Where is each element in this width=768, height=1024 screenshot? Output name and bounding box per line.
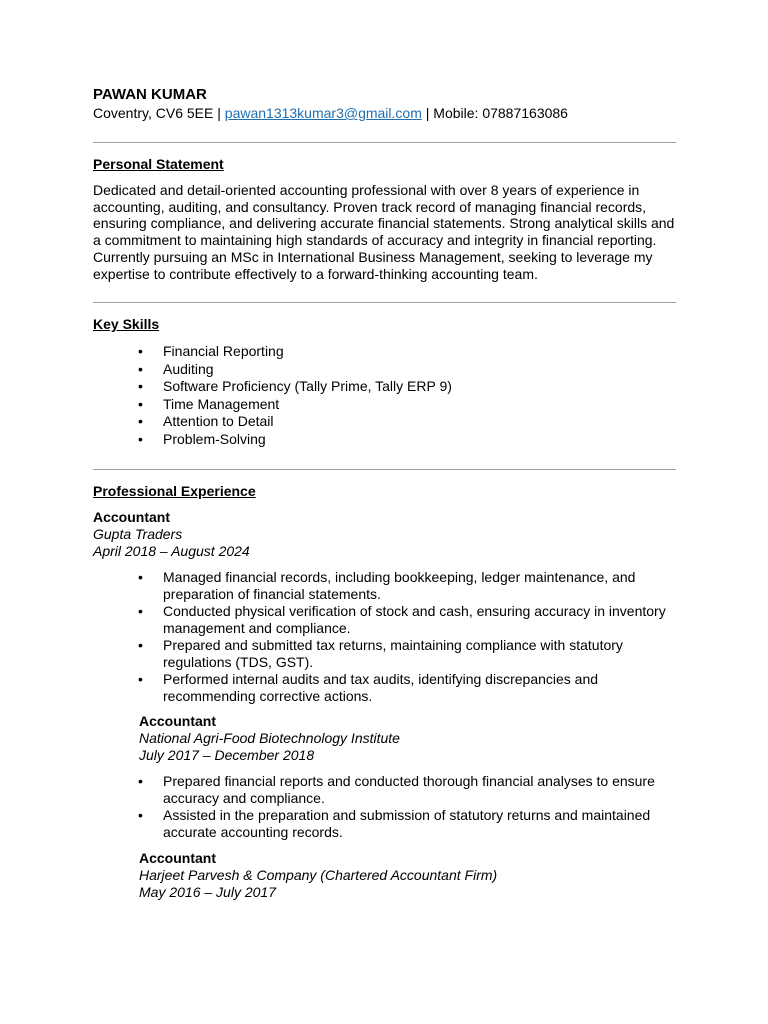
list-item (93, 413, 676, 431)
separator: | (213, 105, 225, 121)
section-divider (93, 302, 676, 303)
list-item (93, 637, 676, 671)
section-divider (93, 469, 676, 470)
skill-text: Auditing (163, 360, 214, 377)
separator: | (421, 105, 434, 121)
job-dates: April 2018 – August 2024 (93, 542, 250, 559)
job-entry (93, 850, 676, 900)
contact-line (93, 105, 676, 122)
section-title-key-skills: Key Skills (93, 316, 160, 333)
bullet-icon: • (138, 378, 143, 395)
job-role: Accountant (139, 713, 216, 730)
job-dates: July 2017 – December 2018 (139, 746, 315, 763)
list-item (93, 773, 676, 807)
job-entry (93, 713, 676, 763)
list-item (93, 378, 676, 396)
skill-text: Financial Reporting (163, 343, 284, 360)
job-role: Accountant (93, 509, 170, 526)
list-item (93, 361, 676, 379)
job-company: National Agri-Food Biotechnology Institute (139, 730, 400, 747)
list-item (93, 671, 676, 705)
email-link[interactable]: pawan1313kumar3@gmail.com (224, 105, 422, 121)
mobile-number: Mobile: 07887163086 (433, 105, 568, 121)
job-entry (93, 509, 676, 704)
duty-text: Conducted physical verification of stock and cash, ensuring accuracy in inventory management and compliance. (163, 603, 666, 636)
job-company: Harjeet Parvesh & Company (Chartered Accountant Firm) (139, 867, 498, 884)
job-duties-list (93, 773, 676, 841)
location: Coventry, CV6 5EE (93, 105, 214, 121)
bullet-icon: • (138, 430, 143, 447)
duty-text: Assisted in the preparation and submission of statutory returns and maintained accurate accounting records. (163, 807, 651, 841)
resume-page (93, 86, 676, 900)
bullet-icon: • (138, 670, 143, 687)
section-title-personal-statement: Personal Statement (93, 156, 224, 172)
section-title-professional-experience: Professional Experience (93, 483, 256, 500)
bullet-icon: • (138, 360, 143, 377)
skill-text: Attention to Detail (163, 413, 274, 430)
skill-text: Software Proficiency (Tally Prime, Tally ERP 9) (163, 378, 452, 395)
bullet-icon: • (138, 636, 143, 653)
skill-text: Problem-Solving (163, 430, 266, 447)
personal-statement-text: Dedicated and detail-oriented accounting professional with over 8 years of experience in accounting, auditing, and consultancy. Proven track record of managing financial records, ensuring compliance, and delivering accurate financial statements. Strong analytical skills and a commitment to maintaining high standards of accuracy and integrity in financial reporting. Currently pursuing an MSc in International Business Management, seeking to leverage my expertise to contribute effectively to a forward-thinking accounting team. (93, 182, 675, 282)
duty-text: Prepared and submitted tax returns, maintaining compliance with statutory regulations (TDS, GST). (163, 636, 623, 670)
section-divider (93, 142, 676, 143)
bullet-icon: • (138, 603, 143, 620)
list-item (93, 569, 676, 603)
list-item (93, 807, 676, 841)
job-duties-list (93, 569, 676, 704)
bullet-icon: • (138, 773, 143, 790)
duty-text: Managed financial records, including bookkeeping, ledger maintenance, and preparation of financial statements. (163, 569, 636, 603)
list-item (93, 431, 676, 449)
job-dates: May 2016 – July 2017 (139, 883, 276, 900)
job-role: Accountant (139, 850, 216, 867)
skills-list (93, 343, 676, 448)
duty-text: Performed internal audits and tax audits, identifying discrepancies and recommending corrective actions. (163, 670, 599, 704)
duty-text: Prepared financial reports and conducted thorough financial analyses to ensure accuracy and compliance. (163, 773, 655, 807)
bullet-icon: • (138, 569, 143, 586)
bullet-icon: • (138, 807, 143, 824)
job-company: Gupta Traders (93, 526, 183, 543)
list-item (93, 603, 676, 637)
candidate-name: PAWAN KUMAR (93, 86, 207, 103)
bullet-icon: • (138, 395, 143, 412)
bullet-icon: • (138, 413, 143, 430)
list-item (93, 396, 676, 414)
list-item (93, 343, 676, 361)
bullet-icon: • (138, 343, 143, 360)
skill-text: Time Management (163, 395, 280, 412)
